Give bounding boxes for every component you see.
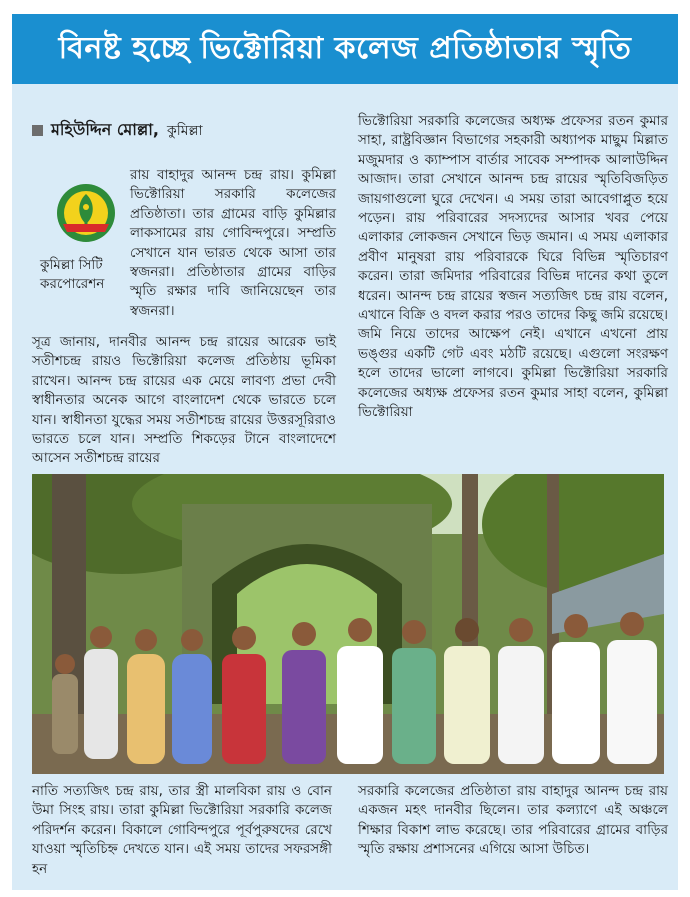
article-left-column: সূত্র জানায়, দানবীর আনন্দ চন্দ্র রায়ের আরেক ভাই সতীশচন্দ্র রায়ও ভিক্টোরিয়া কলেজ প্রতিষ্ঠায় ভূমিকা রাখেন। আনন্দ চন্দ্র রায়ের এক মেয়ে লাবণ্য প্রভা দেবী স্বাধীনতার অনেক আগে বাংলাদেশ থেকে ভারতে চলে যান। স্বাধীনতা যুদ্ধের সময় সতীশচন্দ্র রায়ের উত্তরসূরিরাও ভারতে চলে যান। সম্প্রতি শিকড়ের টানে বাংলাদেশে আসেন সতীশচন্দ্র রায়ের [32,334,336,467]
article-intro: রায় বাহাদুর আনন্দ চন্দ্র রায়। কুমিল্লা ভিক্টোরিয়া সরকারি কলেজের প্রতিষ্ঠাতা। তার গ্রামের বাড়ি কুমিল্লার লাকসামের রায় গোবিন্দপুরে। সম্প্রতি সেখানে যান ভারত থেকে আসা তার স্বজনরা। প্রতিষ্ঠাতার গ্রামের বাড়ির স্মৃতি রক্ষার দাবি জানিয়েছেন তার স্বজনরা। [130,167,336,319]
byline [32,117,203,144]
city-corporation-logo-icon [55,182,117,244]
article-right-column: ভিক্টোরিয়া সরকারি কলেজের অধ্যক্ষ প্রফেসর রতন কুমার সাহা, রাষ্ট্রবিজ্ঞান বিভাগের সহকারী অধ্যাপক মাছুম মিল্লাত মজুমদার ও ক্যাম্পাস বার্তার সাবেক সম্পাদক আলাউদ্দিন আজাদ। তারা সেখানে আনন্দ চন্দ্র রায়ের স্মৃতিবিজড়িত জায়গাগুলো ঘুরে দেখেন। এ সময় তারা আবেগাপ্লুত হয়ে পড়েন। রায় পরিবারের সদস্যদের আসার খবর পেয়ে এলাকার লোকজন সেখানে ভিড় জমান। এ সময় এলাকার প্রবীণ মানুষরা রায় পরিবারকে ঘিরে বিভিন্ন স্মৃতিচারণ করেন। তারা জমিদার পরিবারের বিভিন্ন দানের কথা তুলে ধরেন। আনন্দ চন্দ্র রায়ের স্বজন সত্যজিৎ চন্দ্র রায় বলেন, এখানে বিক্রি ও বদল করার পরও তাদের কিছু জমি রয়েছে। জমি নিয়ে তাদের আক্ষেপ নেই। এখানে এখনো প্রায় ভঙ্গুর একটি গেট এবং মঠটি রয়েছে। এগুলো সংরক্ষণ হলে তাদের ভালো লাগবে। কুমিল্লা ভিক্টোরিয়া সরকারি কলেজের অধ্যক্ষ প্রফেসর রতন কুমার সাহা বলেন, কুমিল্লা ভিক্টোরিয়া [358,113,668,421]
dateline-place: কুমিল্লা [166,122,203,139]
headline: বিনষ্ট হচ্ছে ভিক্টোরিয়া কলেজ প্রতিষ্ঠাতার স্মৃতি [58,30,632,66]
author-name: মহিউদ্দিন মোল্লা, [51,120,159,139]
article-bottom-left: নাতি সত্যজিৎ চন্দ্র রায়, তার স্ত্রী মালবিকা রায় ও বোন উমা সিংহ রায়। তারা কুমিল্লা ভিক্টোরিয়া সরকারি কলেজ পরিদর্শন করেন। বিকালে গোবিন্দপুরে পূর্বপুরুষদের রেখে যাওয়া স্মৃতিচিহ্ন দেখতে যান। এই সময় তাদের সফরসঙ্গী হন [32,783,332,877]
headline-banner [12,14,678,84]
article-photo [32,474,664,774]
bullet-square-icon [32,125,43,136]
logo-caption: কুমিল্লা সিটি করপোরেশন [40,257,105,292]
logo-block [36,182,136,294]
group-photo-illustration [32,474,664,774]
article-bottom-right: সরকারি কলেজের প্রতিষ্ঠাতা রায় বাহাদুর আনন্দ চন্দ্র রায় একজন মহৎ দানবীর ছিলেন। তার কল্যাণে এই অঞ্চলে শিক্ষার বিকাশ লাভ করেছে। তার পরিবারের গ্রামের বাড়ির স্মৃতি রক্ষায় প্রশাসনের এগিয়ে আসা উচিত। [358,783,668,858]
newspaper-page [12,14,678,890]
